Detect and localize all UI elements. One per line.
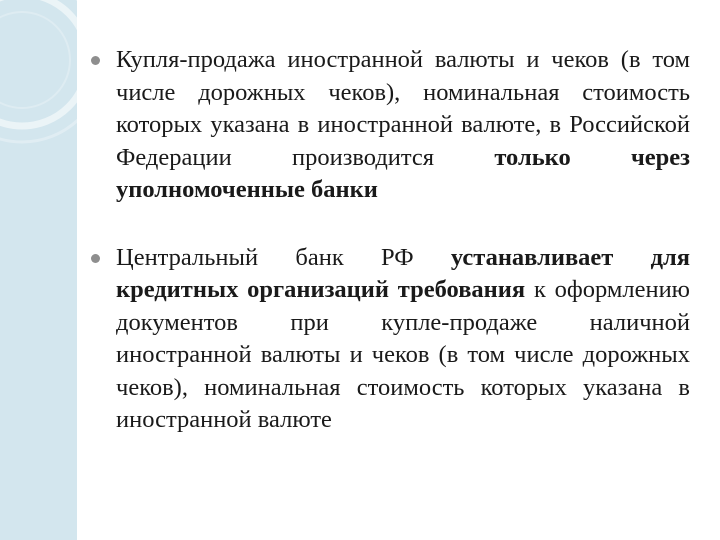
bullet-item-1 [86, 44, 690, 207]
bullet-1-segment-1: Купля-продажа иностранной валюты и чеков (в том числе дорожных чеков), номинальная стоимость которых указана в иностранной валюте, в Российской Федерации производится [116, 46, 690, 171]
decorative-rings [0, 0, 77, 540]
bullet-2-text [116, 244, 690, 434]
bullet-2-segment-1: Центральный банк РФ [116, 243, 451, 271]
bullet-2-segment-2: устанавливает для кредитных организаций требования [116, 243, 691, 303]
bullet-1-segment-2: только через уполномоченные банки [116, 143, 690, 203]
decorative-side-strip [0, 0, 77, 540]
bullet-1-text [116, 46, 690, 203]
bullet-item-2 [86, 242, 690, 437]
slide-body [86, 44, 690, 437]
bullet-dot-icon [91, 56, 100, 65]
bullet-dot-icon [91, 254, 100, 263]
bullet-2-segment-3: к оформлению документов при купле-продаже наличной иностранной валюты и чеков (в том числе дорожных чеков), номинальная стоимость которых указана в иностранной валюте [116, 276, 690, 433]
